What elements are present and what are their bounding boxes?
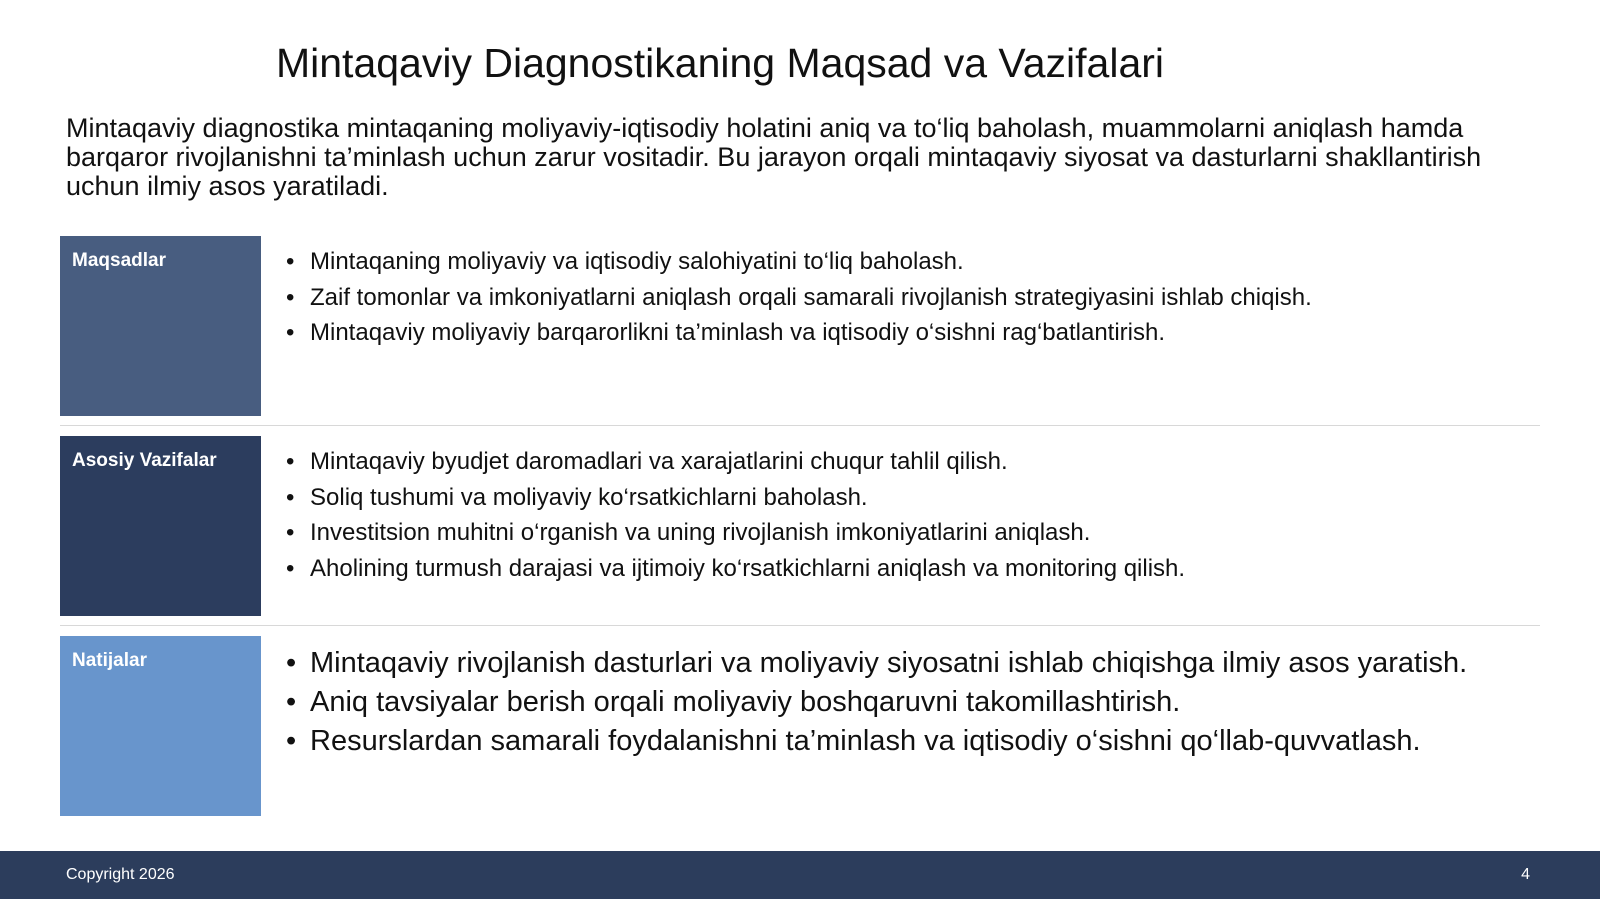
list-item: • Mintaqaning moliyaviy va iqtisodiy salohiyatini to‘liq baholash. xyxy=(286,244,1312,280)
slide-title: Mintaqaviy Diagnostikaning Maqsad va Vazifalari xyxy=(275,40,1165,86)
list-item: • Soliq tushumi va moliyaviy ko‘rsatkichlarni baholash. xyxy=(286,480,1185,516)
list-item: • Resurslardan samarali foydalanishni ta’minlash va iqtisodiy o‘sishni qo‘llab-quvvatlash. xyxy=(286,722,1467,761)
bullet-list-asosiy-vazifalar xyxy=(286,444,1185,586)
list-item: • Mintaqaviy byudjet daromadlari va xarajatlarini chuqur tahlil qilish. xyxy=(286,444,1185,480)
list-item: • Aholining turmush darajasi va ijtimoiy ko‘rsatkichlarni aniqlash va monitoring qilish. xyxy=(286,551,1185,587)
section-maqsadlar xyxy=(60,236,1540,416)
section-asosiy-vazifalar xyxy=(60,436,1540,616)
section-label-asosiy-vazifalar: Asosiy Vazifalar xyxy=(60,436,261,616)
footer-bar xyxy=(0,851,1600,899)
bullet-list-maqsadlar xyxy=(286,244,1312,351)
section-label-natijalar: Natijalar xyxy=(60,636,261,816)
page-number: 4 xyxy=(1521,866,1530,883)
bullet-list-natijalar xyxy=(286,644,1467,761)
section-natijalar xyxy=(60,636,1540,816)
list-item: • Zaif tomonlar va imkoniyatlarni aniqlash orqali samarali rivojlanish strategiyasini ishlab chiqish. xyxy=(286,280,1312,316)
section-divider xyxy=(60,625,1540,626)
intro-paragraph: Mintaqaviy diagnostika mintaqaning moliyaviy-iqtisodiy holatini aniq va to‘liq baholash, muammolarni aniqlash hamda barqaror rivojlanishni ta’minlash uchun zarur vositadir. Bu jarayon orqali mintaqaviy siyosat va dasturlarni shakllantirish uchun ilmiy asos yaratiladi. xyxy=(66,113,1482,201)
list-item: • Mintaqaviy moliyaviy barqarorlikni ta’minlash va iqtisodiy o‘sishni rag‘batlantirish. xyxy=(286,315,1312,351)
footer-copyright: Copyright 2026 xyxy=(66,866,175,883)
section-label-maqsadlar: Maqsadlar xyxy=(60,236,261,416)
list-item: • Mintaqaviy rivojlanish dasturlari va moliyaviy siyosatni ishlab chiqishga ilmiy asos yaratish. xyxy=(286,644,1467,683)
list-item: • Investitsion muhitni o‘rganish va uning rivojlanish imkoniyatlarini aniqlash. xyxy=(286,515,1185,551)
section-divider xyxy=(60,425,1540,426)
list-item: • Aniq tavsiyalar berish orqali moliyaviy boshqaruvni takomillashtirish. xyxy=(286,683,1467,722)
